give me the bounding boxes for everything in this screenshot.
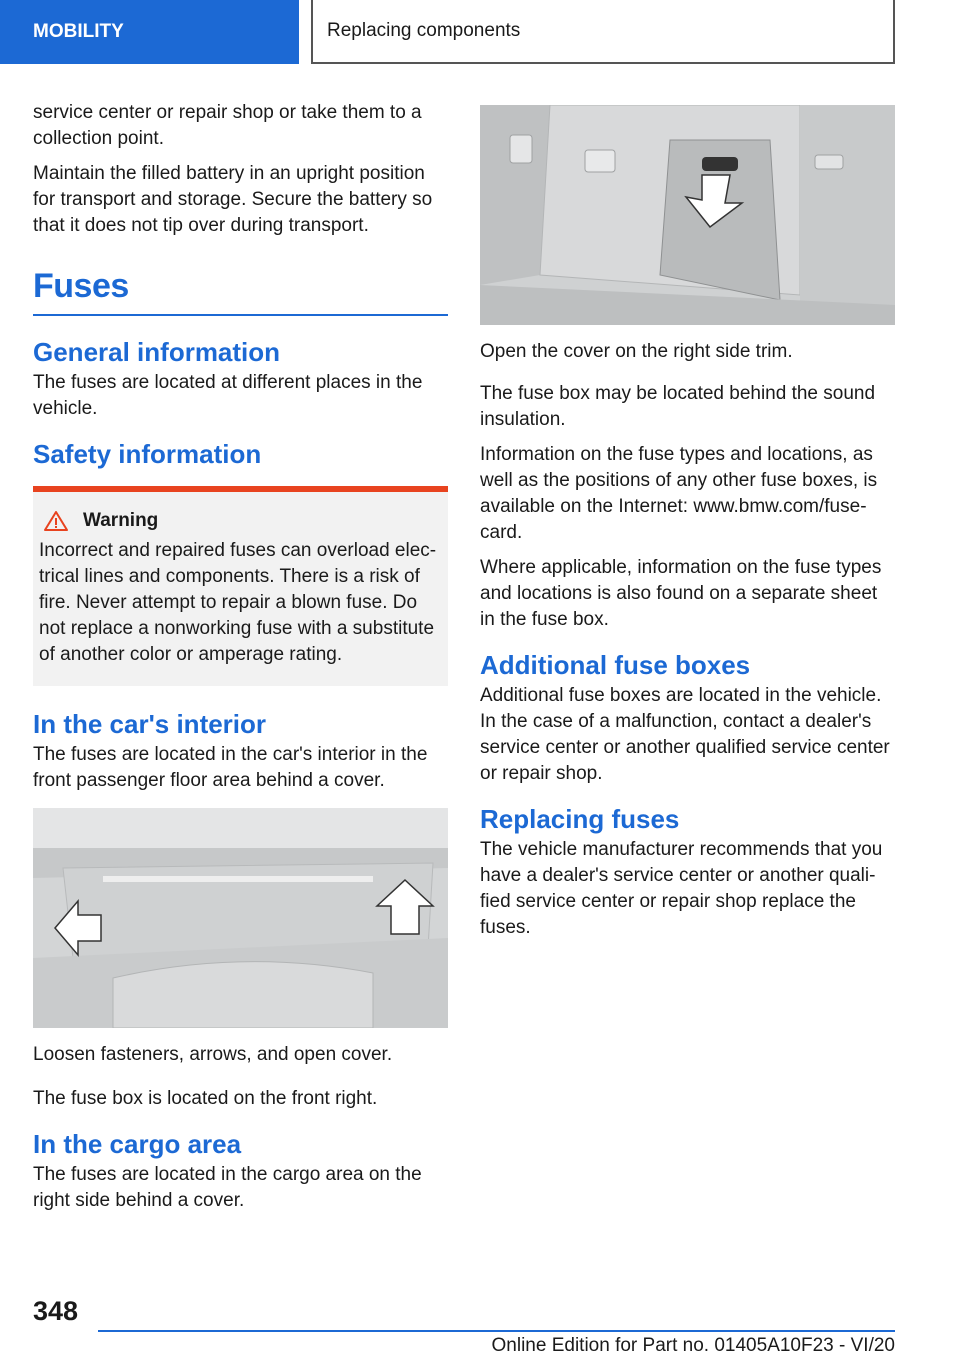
chapter-label: Replacing components xyxy=(327,20,521,41)
general-information-heading: General information xyxy=(33,337,281,367)
fuse-info-text: Information on the fuse types and locations, as well as the positions of any other fuse boxes, is available on the Internet: www.bmw.com/fuse-card. xyxy=(480,444,878,543)
cargo-text: The fuses are located in the cargo area on the right side behind a cover. xyxy=(33,1164,422,1211)
warning-title xyxy=(39,510,442,532)
interior-heading: In the car's interior xyxy=(33,709,267,739)
cargo-caption: Open the cover on the right side trim. xyxy=(480,341,793,362)
safety-information-heading: Safety information xyxy=(33,439,262,469)
warning-text: Incorrect and repaired fuses can overload electrical lines and components. There is a risk of fire. Never attempt to repair a blown fuse. Do not replace a nonworking fuse with a substitute of another color or amperage rating. xyxy=(39,540,437,665)
interior-photo xyxy=(33,808,448,1028)
chapter-header xyxy=(311,0,895,64)
additional-fuse-boxes-text: Additional fuse boxes are located in the vehicle. In the case of a malfunction, contact a dealer's service center or another qualified service center or repair shop. xyxy=(480,685,890,784)
intro-paragraph: service center or repair shop or take them to a collection point. xyxy=(33,102,422,149)
left-column xyxy=(33,100,448,1223)
warning-label: Warning xyxy=(83,510,159,531)
warning-box xyxy=(33,486,448,686)
separate-sheet-text: Where applicable, information on the fuse types and locations is also found on a separate sheet in the fuse box. xyxy=(480,557,882,630)
cargo-photo xyxy=(480,105,895,325)
intro-paragraph: Maintain the filled battery in an upright position for transport and storage. Secure the battery so that it does not tip over during transport. xyxy=(33,163,433,236)
section-tab xyxy=(0,0,299,64)
right-column xyxy=(480,105,895,950)
interior-note: The fuse box is located on the front right. xyxy=(33,1088,378,1109)
fuses-heading: Fuses xyxy=(33,267,448,316)
sound-insulation-text: The fuse box may be located behind the sound insulation. xyxy=(480,383,876,430)
interior-text: The fuses are located in the car's interior in the front passenger floor area behind a cover. xyxy=(33,744,428,791)
interior-caption: Loosen fasteners, arrows, and open cover. xyxy=(33,1044,393,1065)
replacing-fuses-heading: Replacing fuses xyxy=(480,804,680,834)
section-label: MOBILITY xyxy=(33,21,124,42)
page-number: 348 xyxy=(33,1296,79,1326)
cargo-heading: In the cargo area xyxy=(33,1129,242,1159)
footer-divider xyxy=(98,1330,895,1332)
replacing-fuses-text: The vehicle manufacturer recommends that you have a dealer's service center or another qualified service center or repair shop replace the fuses. xyxy=(480,839,883,938)
additional-fuse-boxes-heading: Additional fuse boxes xyxy=(480,650,751,680)
general-information-text: The fuses are located at different places in the vehicle. xyxy=(33,372,423,419)
edition-text: Online Edition for Part no. 01405A10F23 - VI/20 xyxy=(491,1335,895,1356)
warning-triangle-icon xyxy=(43,510,69,532)
